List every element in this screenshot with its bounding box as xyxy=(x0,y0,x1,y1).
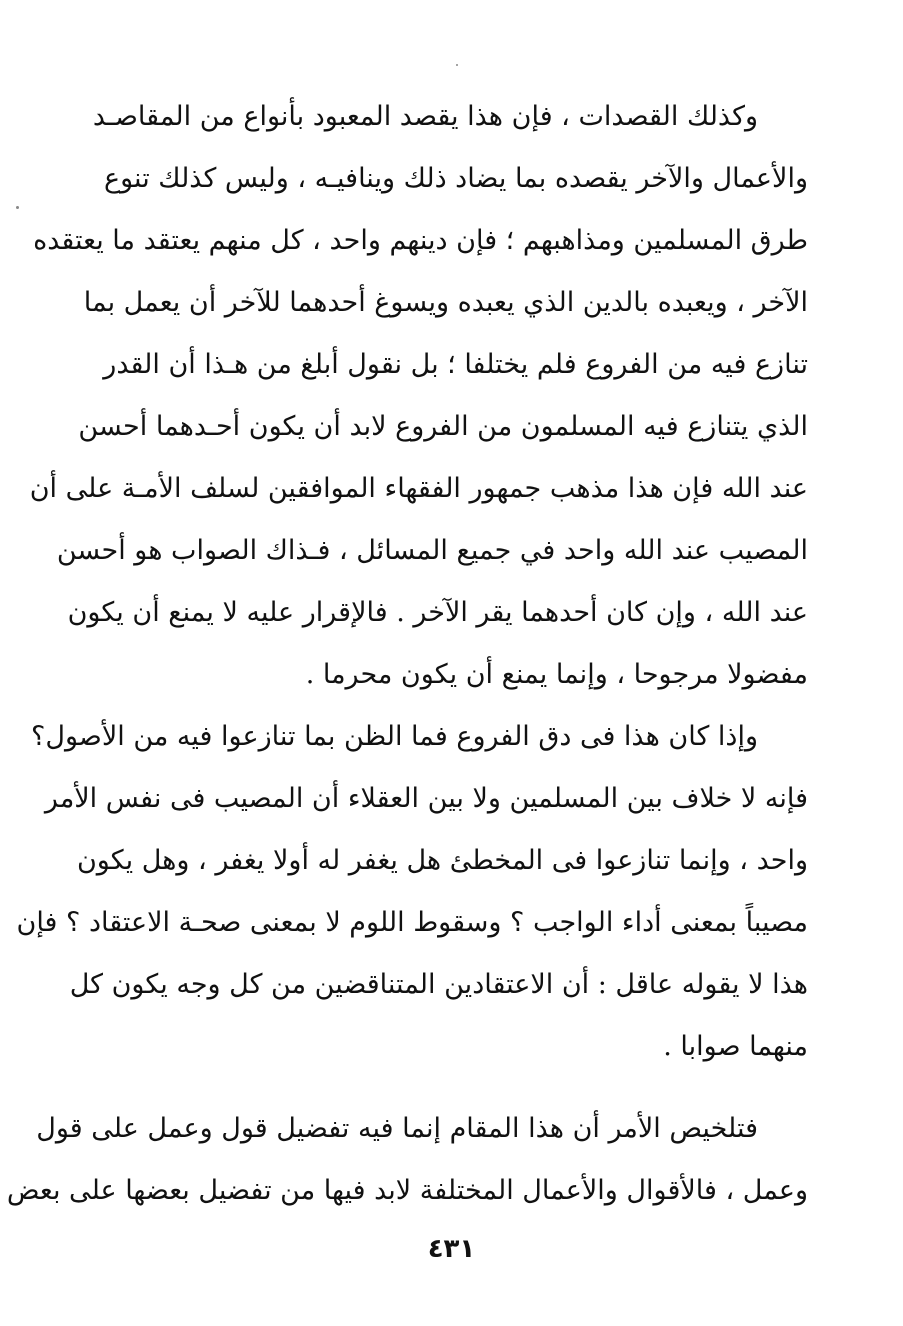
page-number: ٤٣١ xyxy=(427,1234,476,1264)
text-line: مصيباً بمعنى أداء الواجب ؟ وسقوط اللوم لا بمعنى صحـة الاعتقاد ؟ فإن xyxy=(16,907,808,938)
text-line: عند الله فإن هذا مذهب جمهور الفقهاء الموافقين لسلف الأمـة على أن xyxy=(29,473,808,504)
text-line: الذي يتنازع فيه المسلمون من الفروع لابد أن يكون أحـدهما أحسن xyxy=(78,411,808,442)
text-line: هذا لا يقوله عاقل : أن الاعتقادين المتناقضين من كل وجه يكون كل xyxy=(69,969,808,1000)
text-line: المصيب عند الله واحد في جميع المسائل ، فـذاك الصواب هو أحسن xyxy=(56,535,808,566)
text-line: مفضولا مرجوحا ، وإنما يمنع أن يكون محرما . xyxy=(305,659,808,690)
text-line: وإذا كان هذا فى دق الفروع فما الظن بما تنازعوا فيه من الأصول؟ xyxy=(31,721,758,752)
text-line: منهما صوابا . xyxy=(663,1031,808,1062)
text-line: فإنه لا خلاف بين المسلمين ولا بين العقلاء أن المصيب فى نفس الأمر xyxy=(44,783,808,814)
scan-speck xyxy=(16,206,19,209)
text-line: الآخر ، ويعبده بالدين الذي يعبده ويسوغ أحدهما للآخر أن يعمل بما xyxy=(83,287,808,318)
text-line: تنازع فيه من الفروع فلم يختلفا ؛ بل نقول أبلغ من هـذا أن القدر xyxy=(103,349,808,380)
text-line: واحد ، وإنما تنازعوا فى المخطئ هل يغفر له أولا يغفر ، وهل يكون xyxy=(76,845,808,876)
text-line: والأعمال والآخر يقصده بما يضاد ذلك وينافيـه ، وليس كذلك تنوع xyxy=(104,163,808,194)
scan-speck xyxy=(456,64,458,66)
text-line: وكذلك القصدات ، فإن هذا يقصد المعبود بأنواع من المقاصـد xyxy=(92,101,758,132)
text-line: وعمل ، فالأقوال والأعمال المختلفة لابد فيها من تفضيل بعضها على بعض xyxy=(6,1175,808,1206)
text-line: فتلخيص الأمر أن هذا المقام إنما فيه تفضيل قول وعمل على قول xyxy=(36,1113,758,1144)
text-line: عند الله ، وإن كان أحدهما يقر الآخر . فالإقرار عليه لا يمنع أن يكون xyxy=(67,597,808,628)
text-line: طرق المسلمين ومذاهبهم ؛ فإن دينهم واحد ، كل منهم يعتقد ما يعتقده xyxy=(33,225,808,256)
